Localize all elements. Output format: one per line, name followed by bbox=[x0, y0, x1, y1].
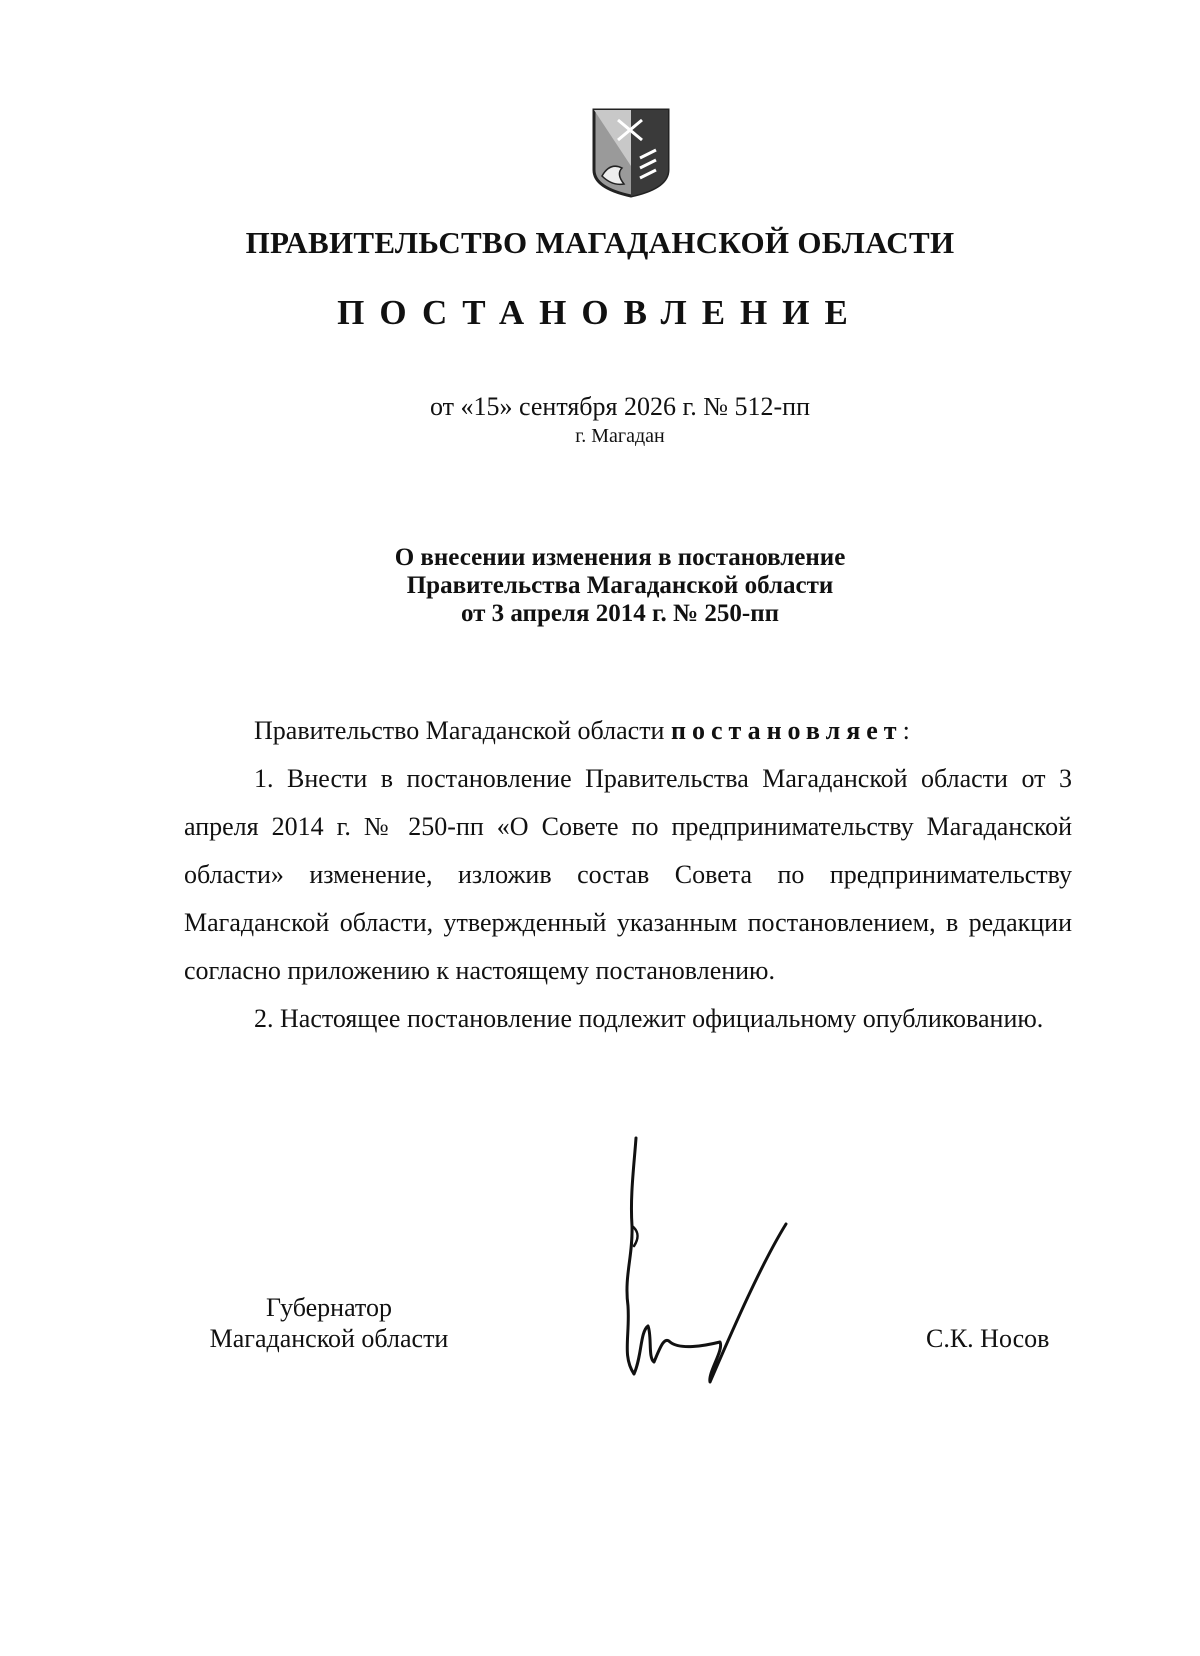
subject-line: О внесении изменения в постановление bbox=[394, 544, 846, 571]
preamble-paragraph bbox=[184, 707, 1072, 755]
document-body bbox=[184, 707, 1072, 1043]
document-city: г. Магадан bbox=[575, 425, 665, 447]
coat-of-arms-icon bbox=[590, 106, 672, 198]
handwritten-signature-icon bbox=[620, 1136, 840, 1386]
signatory-position bbox=[184, 1292, 474, 1354]
body-item-2: 2. Настоящее постановление подлежит официальному опубликованию. bbox=[254, 1004, 1044, 1033]
subject-line: от 3 апреля 2014 г. № 250-пп bbox=[460, 600, 780, 627]
document-type-title: ПОСТАНОВЛЕНИЕ bbox=[337, 293, 863, 332]
signatory-position-line: Губернатор bbox=[266, 1293, 392, 1322]
preamble-text: Правительство Магаданской области bbox=[254, 716, 665, 745]
signatory-name: С.К. Носов bbox=[926, 1324, 1050, 1353]
resolves-colon: : bbox=[902, 716, 910, 745]
signatory-position-line: Магаданской области bbox=[209, 1324, 449, 1353]
organization-title: ПРАВИТЕЛЬСТВО МАГАДАНСКОЙ ОБЛАСТИ bbox=[245, 225, 955, 260]
body-item-1: 1. Внести в постановление Правительства Магаданской области от 3 апреля 2014 г. № 250-пп «О Совете по предпринимательству Магаданской области» изменение, изложив состав Совета по предпринимательству Магаданской области, утвержденный указанным постановлением, в редакции согласно приложению к настоящему постановлению. bbox=[184, 764, 1072, 985]
resolves-word: постановляет bbox=[670, 716, 903, 745]
document-date-number: от «15» сентября 2026 г. № 512-пп bbox=[429, 392, 811, 421]
document-subject bbox=[0, 544, 1200, 628]
subject-line: Правительства Магаданской области bbox=[406, 572, 834, 599]
